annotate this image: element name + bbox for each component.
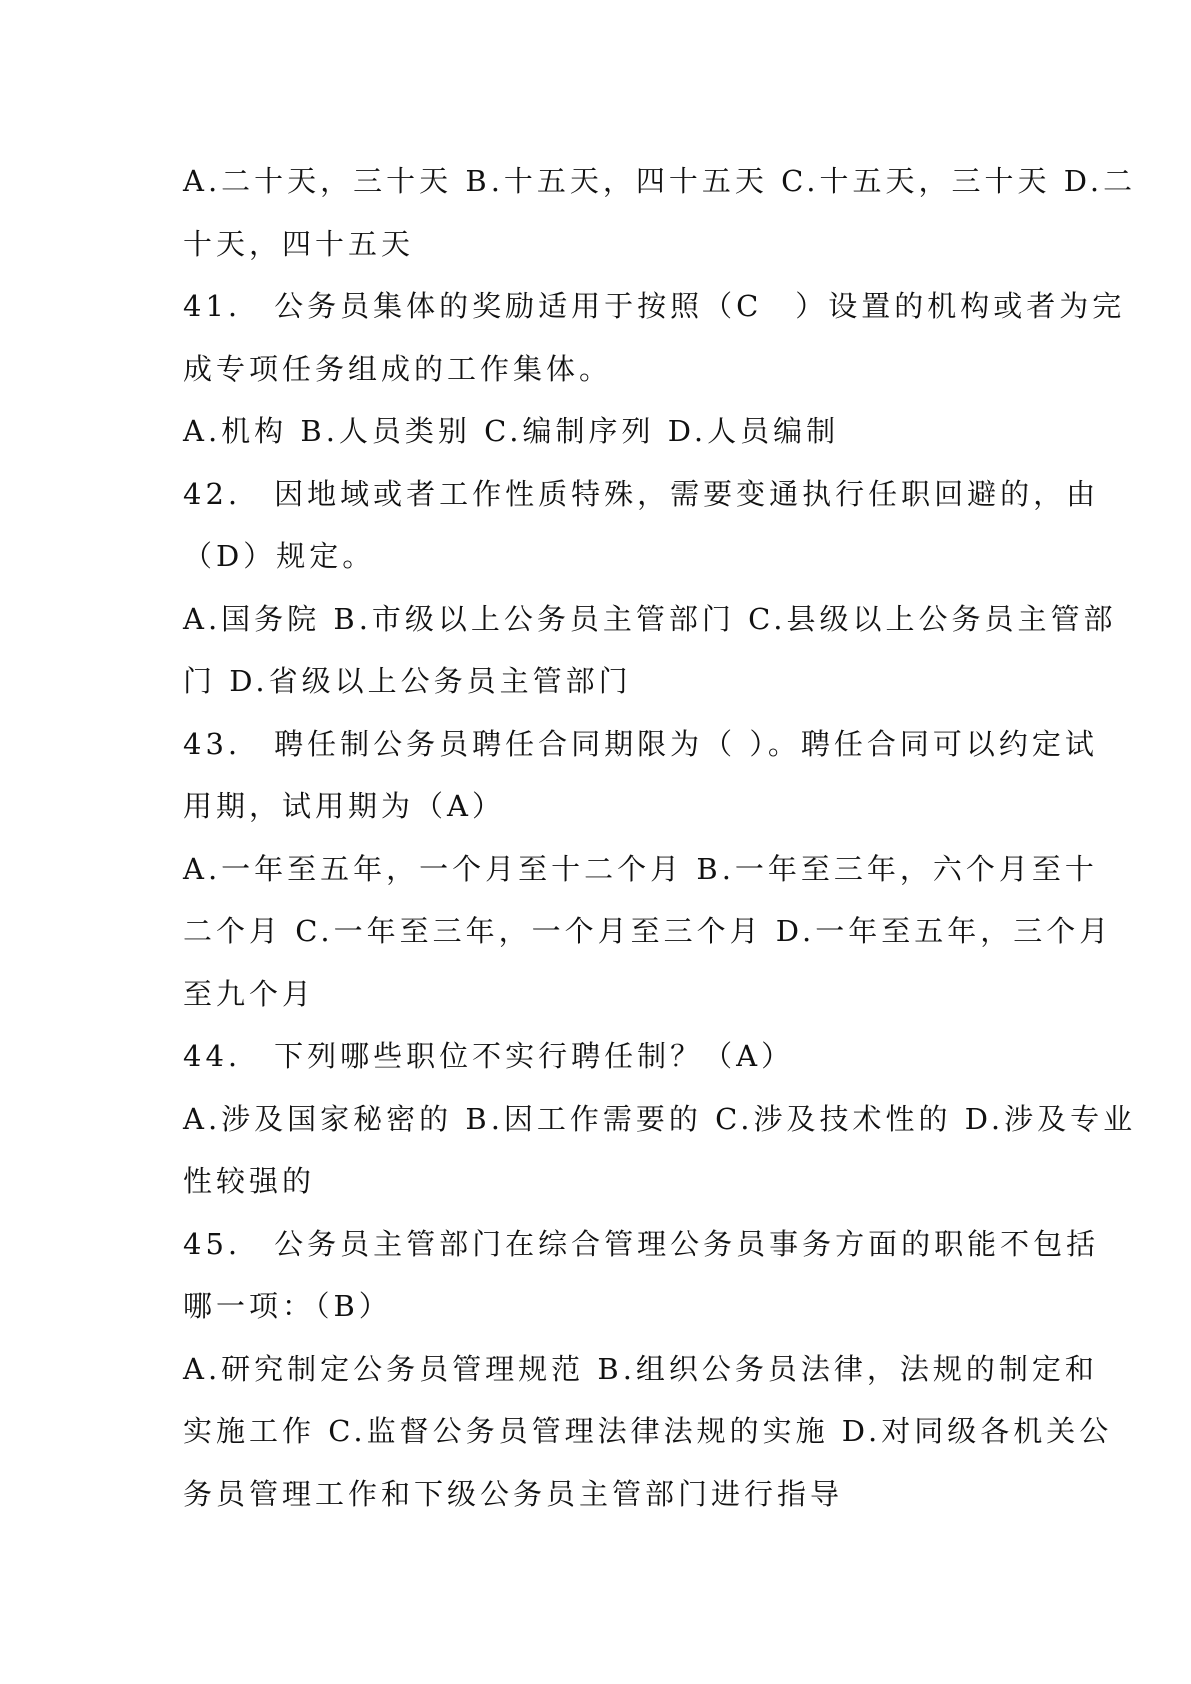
text-line: 成专项任务组成的工作集体。 bbox=[183, 351, 613, 386]
answer-options: A.一年至五年，一个月至十二个月 B.一年至三年，六个月至十 bbox=[183, 851, 1098, 886]
text-line: （D）规定。 bbox=[183, 539, 376, 573]
text-line: 二个月 C.一年至三年，一个月至三个月 D.一年至五年，三个月 bbox=[183, 914, 1113, 948]
document-body bbox=[183, 150, 1137, 1525]
text-line: 性较强的 bbox=[183, 1164, 316, 1198]
text-line: 门 D.省级以上公务员主管部门 bbox=[183, 664, 632, 698]
text-line: 哪一项：（B） bbox=[183, 1289, 392, 1323]
answer-options: A.国务院 B.市级以上公务员主管部门 C.县级以上公务员主管部 bbox=[183, 601, 1117, 636]
text-line: 务员管理工作和下级公务员主管部门进行指导 bbox=[183, 1476, 844, 1511]
text-line: 实施工作 C.监督公务员管理法律法规的实施 D.对同级各机关公 bbox=[183, 1414, 1113, 1448]
answer-options: A.研究制定公务员管理规范 B.组织公务员法律，法规的制定和 bbox=[183, 1351, 1098, 1386]
question-41-line: 41. 公务员集体的奖励适用于按照（C ）设置的机构或者为完 bbox=[183, 289, 1126, 323]
text-line: A.二十天，三十天 B.十五天，四十五天 C.十五天，三十天 D.二 bbox=[183, 164, 1137, 198]
question-45-line: 45. 公务员主管部门在综合管理公务员事务方面的职能不包括 bbox=[183, 1226, 1100, 1261]
answer-options: A.机构 B.人员类别 C.编制序列 D.人员编制 bbox=[183, 414, 840, 448]
question-43-line: 43. 聘任制公务员聘任合同期限为（ ）。聘任合同可以约定试 bbox=[183, 726, 1098, 761]
text-line: 十天，四十五天 bbox=[183, 226, 415, 261]
answer-options: A.涉及国家秘密的 B.因工作需要的 C.涉及技术性的 D.涉及专业 bbox=[183, 1101, 1137, 1136]
text-line: 至九个月 bbox=[183, 976, 316, 1011]
text-line: 用期，试用期为（A） bbox=[183, 789, 505, 823]
question-42-line: 42. 因地域或者工作性质特殊，需要变通执行任职回避的，由 bbox=[183, 476, 1100, 511]
question-44-line: 44. 下列哪些职位不实行聘任制？（A） bbox=[183, 1039, 795, 1073]
